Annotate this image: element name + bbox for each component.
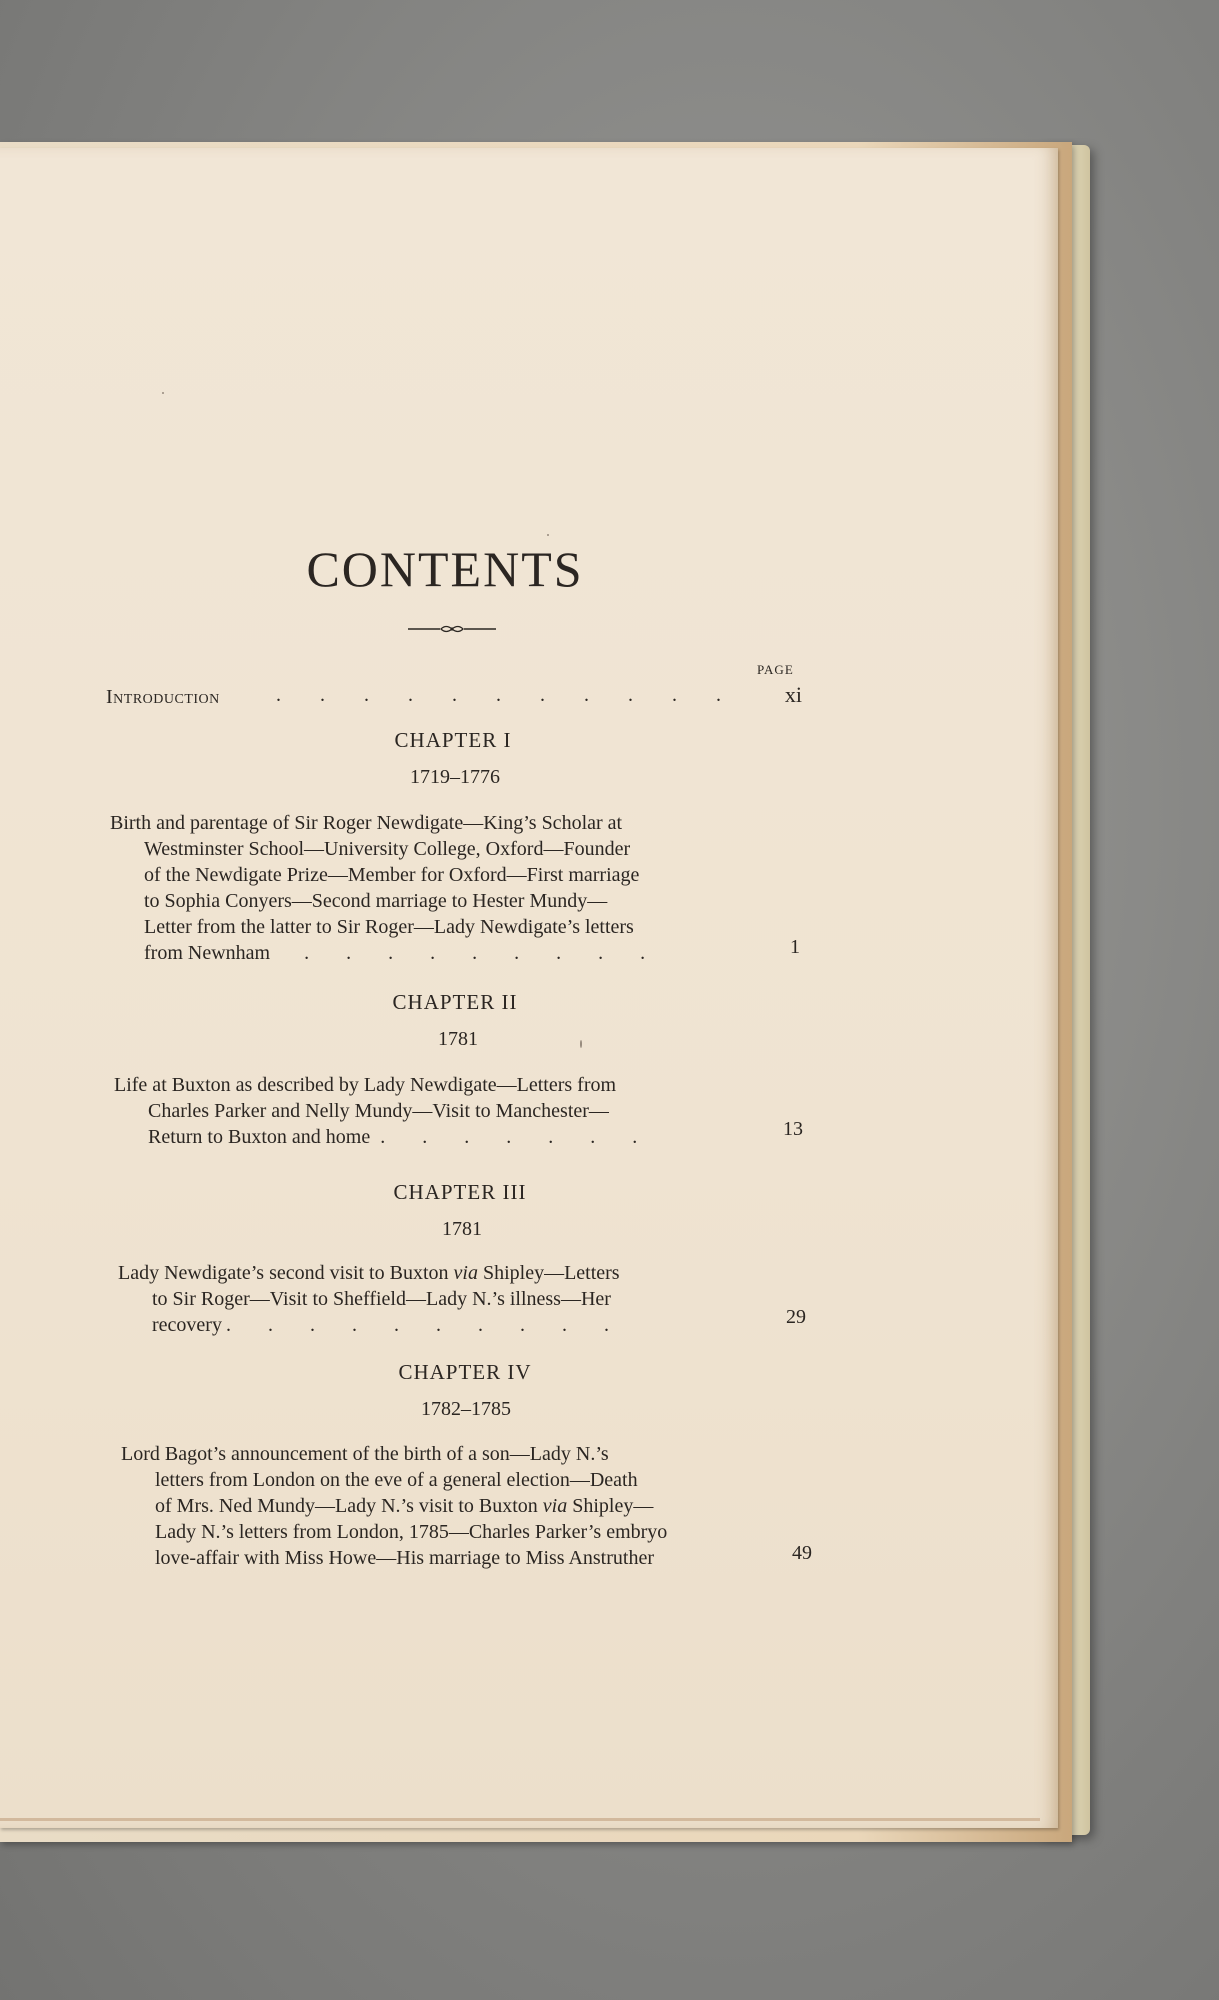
leader-dots: . . . . . . . . . xyxy=(304,942,662,964)
title-ornament-icon xyxy=(408,622,496,636)
entry-line: Letter from the latter to Sir Roger—Lady Newdigate’s letters xyxy=(144,916,634,938)
entry-line: Shipley—Letters xyxy=(477,1262,620,1284)
chapter-3-years: 1781 xyxy=(442,1218,482,1240)
toc-entry-chapter-1[interactable] xyxy=(110,810,746,966)
entry-line: from Newnham xyxy=(144,942,271,964)
chapter-4-page-number: 49 xyxy=(792,1542,812,1564)
toc-entry-chapter-2[interactable] xyxy=(114,1072,750,1150)
toc-entry-chapter-4[interactable] xyxy=(121,1441,763,1571)
chapter-2-years: 1781 xyxy=(438,1028,478,1050)
chapter-3-heading: CHAPTER III xyxy=(393,1180,527,1204)
entry-line: of the Newdigate Prize—Member for Oxford—First marriage xyxy=(144,864,640,886)
chapter-1-page-number: 1 xyxy=(790,936,800,958)
toc-entry-chapter-3[interactable] xyxy=(118,1260,754,1338)
leader-dots: . . . . . . . . . . . xyxy=(276,684,738,706)
entry-line: Charles Parker and Nelly Mundy—Visit to Manchester— xyxy=(148,1100,609,1122)
entry-italic-via: via xyxy=(453,1262,478,1284)
entry-line: of Mrs. Ned Mundy—Lady N.’s visit to Buxton xyxy=(155,1495,543,1517)
paper-speck xyxy=(162,392,164,394)
contents-title: CONTENTS xyxy=(306,541,584,597)
chapter-2-heading: CHAPTER II xyxy=(392,990,518,1014)
introduction-label: Introduction xyxy=(106,686,220,708)
leader-dots: . . . . . . . . . . xyxy=(225,1314,625,1336)
chapter-2-page-number: 13 xyxy=(783,1118,803,1140)
toc-entry-introduction[interactable] xyxy=(106,682,802,712)
entry-line: Birth and parentage of Sir Roger Newdigate—King’s Scholar at xyxy=(110,812,623,834)
entry-line: Lady N.’s letters from London, 1785—Charles Parker’s embryo xyxy=(155,1521,668,1543)
entry-line: love-affair with Miss Howe—His marriage to Miss Anstruther xyxy=(155,1547,654,1569)
page-column-header: PAGE xyxy=(757,662,794,677)
chapter-3-page-number: 29 xyxy=(786,1306,806,1328)
book-page xyxy=(0,148,1058,1828)
chapter-1-years: 1719–1776 xyxy=(410,766,500,788)
entry-line: letters from London on the eve of a general election—Death xyxy=(155,1469,638,1491)
chapter-4-years: 1782–1785 xyxy=(421,1398,511,1420)
chapter-1-heading: CHAPTER I xyxy=(394,728,512,752)
entry-line: Life at Buxton as described by Lady Newdigate—Letters from xyxy=(114,1074,617,1096)
entry-line: Westminster School—University College, Oxford—Founder xyxy=(144,838,631,860)
entry-line: Return to Buxton and home xyxy=(148,1126,371,1148)
entry-line: to Sir Roger—Visit to Sheffield—Lady N.’s illness—Her xyxy=(152,1288,611,1310)
leader-dots: . . . . . . . xyxy=(380,1126,654,1148)
entry-italic-via: via xyxy=(542,1495,568,1517)
entry-line: Lord Bagot’s announcement of the birth of a son—Lady N.’s xyxy=(121,1443,609,1465)
entry-line: Shipley— xyxy=(567,1495,654,1517)
page-edge-line xyxy=(0,1818,1040,1821)
introduction-page-number: xi xyxy=(784,682,802,707)
entry-line: Lady Newdigate’s second visit to Buxton xyxy=(118,1262,454,1284)
entry-line: recovery xyxy=(152,1314,222,1336)
chapter-4-heading: CHAPTER IV xyxy=(398,1360,532,1384)
entry-line: to Sophia Conyers—Second marriage to Hester Mundy— xyxy=(144,890,608,912)
paper-speck xyxy=(547,534,549,536)
